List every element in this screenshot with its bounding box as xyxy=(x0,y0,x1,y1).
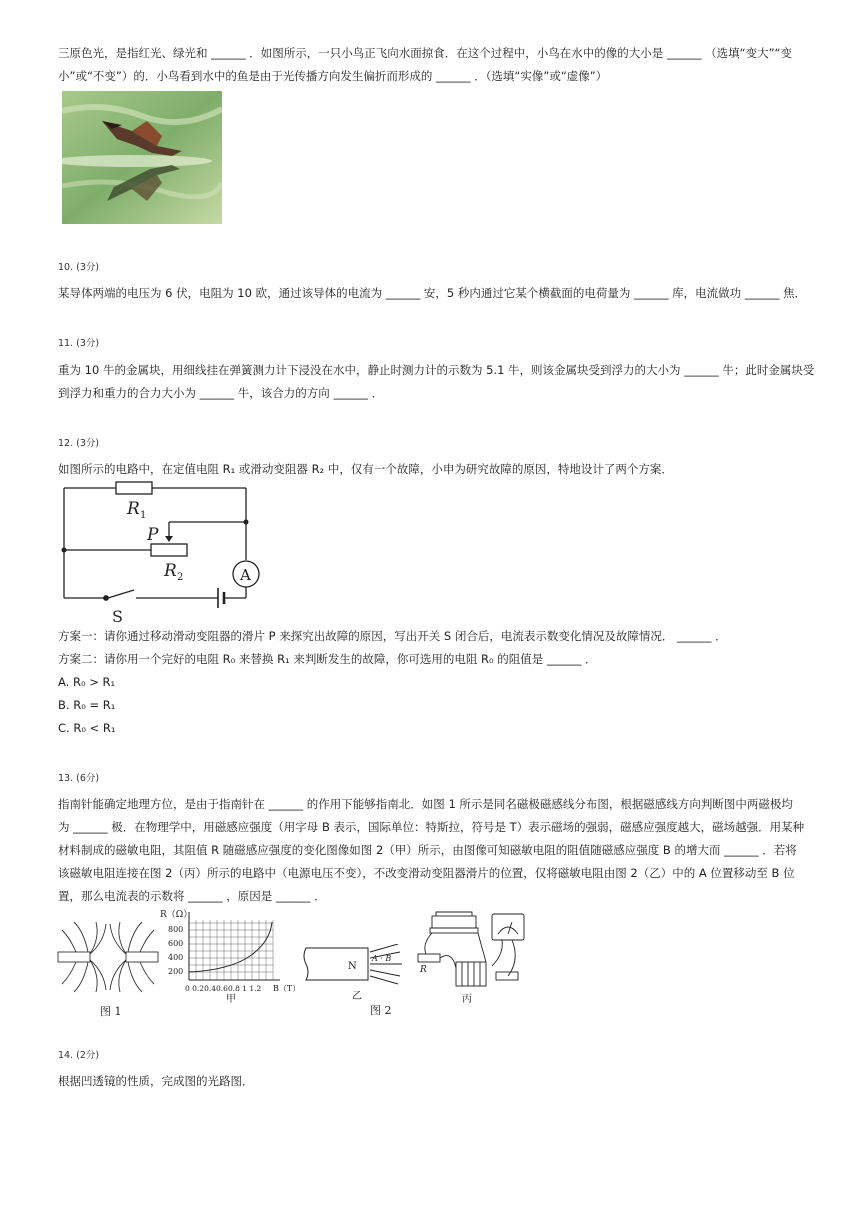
y-tick-800: 800 xyxy=(168,925,184,934)
x-ticks: 0 0.20.40.60.8 1 1.2 xyxy=(185,984,262,993)
switch-label: S xyxy=(112,607,123,625)
figure-2-apparatus xyxy=(412,910,530,1006)
q12-line-1: 如图所示的电路中，在定值电阻 R₁ 或滑动变阻器 R₂ 中，仅有一个故障，小申为研究故障的原因，特地设计了两个方案． xyxy=(58,462,673,476)
q9-line-1: 三原色光，是指红光、绿光和 ______ ．如图所示，一只小鸟正飞向水面掠食．在这个过程中，小鸟在水中的像的大小是 ______ （选填“变大”“变 xyxy=(58,46,792,60)
q12-option-a[interactable]: A. R₀ > R₁ xyxy=(58,675,116,689)
magnet-caption-yi: 乙 xyxy=(352,991,362,1002)
apparatus-caption-bing: 丙 xyxy=(462,994,472,1005)
q10-number: 10. (3分) xyxy=(58,262,100,273)
bird-photo xyxy=(62,91,222,224)
q10-line-1: 某导体两端的电压为 6 伏，电阻为 10 欧，通过该导体的电流为 ______ 安，5 秒内通过它某个横截面的电荷量为 ______ 库，电流做功 ______ 焦． xyxy=(58,286,806,300)
y-tick-600: 600 xyxy=(168,939,184,948)
q9-line-2: 小”或“不变”）的．小鸟看到水中的鱼是由于光传播方向发生偏折而形成的 ______ ．（选填“实像”或“虚像”） xyxy=(58,69,608,83)
q13-number: 13. (6分) xyxy=(58,773,100,784)
y-tick-400: 400 xyxy=(168,953,184,962)
graph-y-label: R（Ω） xyxy=(160,910,193,920)
q12-number: 12. (3分) xyxy=(58,438,100,449)
magnet-n-label: N xyxy=(348,961,357,972)
ammeter-label: A xyxy=(240,566,251,584)
q12-option-c[interactable]: C. R₀ < R₁ xyxy=(58,721,116,735)
q13-line-4: 该磁敏电阻连接在图 2（丙）所示的电路中（电源电压不变），不改变滑动变阻器滑片的位置，仅将磁敏电阻由图 2（乙）中的 A 位置移动至 B 位 xyxy=(58,866,795,880)
y-tick-200: 200 xyxy=(168,967,184,976)
r1-label: R xyxy=(127,499,140,519)
q11-number: 11. (3分) xyxy=(58,338,100,349)
figure-1-caption: 图 1 xyxy=(100,1005,122,1018)
q12-plan-1: 方案一：请你通过移动滑动变阻器的滑片 P 来探究出故障的原因，写出开关 S 闭合后，电流表示数变化情况及故障情况． ______ ． xyxy=(58,629,727,643)
q14-number: 14. (2分) xyxy=(58,1050,100,1061)
figure-1-magnetic-field xyxy=(56,918,160,1018)
circuit-diagram xyxy=(56,480,271,625)
figure-2-magnet xyxy=(302,944,412,1018)
q11-line-2: 到浮力和重力的合力大小为 ______ 牛，该合力的方向 ______ ． xyxy=(58,386,384,400)
q12-option-b[interactable]: B. R₀ = R₁ xyxy=(58,698,116,712)
q13-line-5: 置，那么电流表的示数将 ______ ，原因是 ______ ． xyxy=(58,889,326,903)
position-ab-label: A · B xyxy=(372,954,392,963)
q13-line-1: 指南针能确定地理方位，是由于指南针在 ______ 的作用下能够指南北．如图 1 所示是同名磁极磁感线分布图，根据磁感线方向判断图中两磁极均 xyxy=(58,797,793,811)
apparatus-r-label: R xyxy=(420,965,427,975)
r2-subscript: 2 xyxy=(177,572,184,583)
graph-x-label: B（T） xyxy=(273,984,300,993)
r1-subscript: 1 xyxy=(140,510,147,521)
q13-line-2: 为 ______ 极．在物理学中，用磁感应强度（用字母 B 表示，国际单位：特斯拉，符号是 T）表示磁场的强弱，磁感应强度越大，磁场越强．用某种 xyxy=(58,820,805,834)
graph-caption-jia: 甲 xyxy=(226,994,236,1005)
r2-label: R xyxy=(164,561,177,581)
figure-2-graph xyxy=(160,906,300,1006)
figure-2-caption: 图 2 xyxy=(370,1004,392,1017)
p-label: P xyxy=(147,525,159,545)
q12-plan-2: 方案二：请你用一个完好的电阻 R₀ 来替换 R₁ 来判断发生的故障，你可选用的电阻 R₀ 的阻值是 ______ ． xyxy=(58,652,597,666)
q14-line-1: 根据凹透镜的性质，完成图的光路图． xyxy=(58,1074,254,1088)
q13-line-3: 材料制成的磁敏电阻，其阻值 R 随磁感应强度的变化图像如图 2（甲）所示，由图像可知磁敏电阻的阻值随磁感应强度 B 的增大而 ______ ．若将 xyxy=(58,843,797,857)
q11-line-1: 重为 10 牛的金属块，用细线挂在弹簧测力计下浸没在水中，静止时测力计的示数为 5.1 牛，则该金属块受到浮力的大小为 ______ 牛；此时金属块受 xyxy=(58,363,815,377)
